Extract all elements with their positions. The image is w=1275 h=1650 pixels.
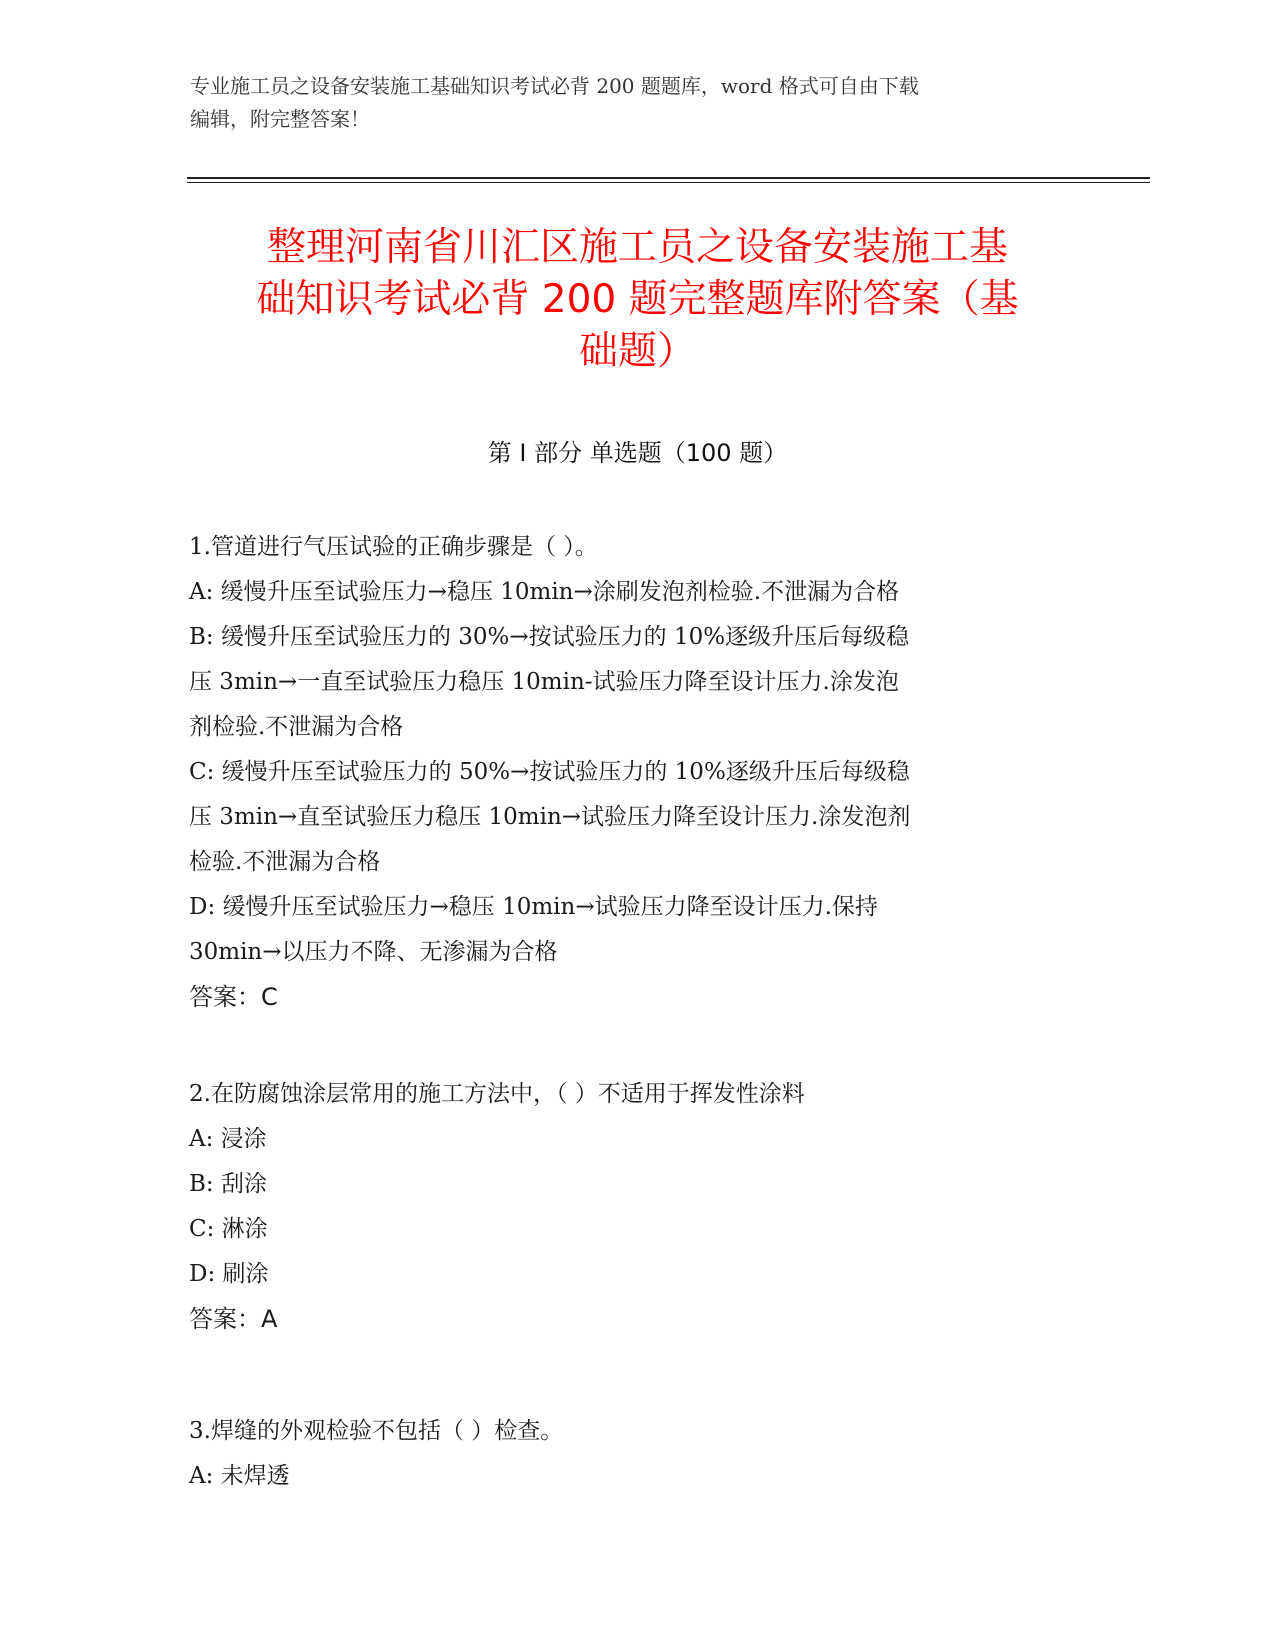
section-title: 第 I 部分 单选题（100 题）	[487, 439, 788, 467]
question-3	[189, 1409, 1089, 1499]
document-title-line-2: 础知识考试必背 200 题完整题库附答案（基	[256, 277, 1019, 322]
option-line: C: 淋涂	[189, 1216, 268, 1242]
header-note	[190, 70, 1090, 136]
option-line: 30min→以压力不降、无渗漏为合格	[189, 939, 558, 965]
header-divider-thin	[187, 182, 1150, 183]
option-line: D: 刷涂	[189, 1261, 269, 1287]
option-line: 压 3min→直至试验压力稳压 10min→试验压力降至设计压力.涂发泡剂	[189, 804, 911, 830]
header-note-line-2: 编辑，附完整答案！	[190, 107, 370, 131]
header-divider-thick	[187, 177, 1150, 179]
option-line: B: 缓慢升压至试验压力的 30%→按试验压力的 10%逐级升压后每级稳	[189, 624, 910, 650]
option-line: A: 缓慢升压至试验压力→稳压 10min→涂刷发泡剂检验.不泄漏为合格	[189, 579, 900, 605]
option-line: A: 未焊透	[189, 1463, 290, 1489]
question-stem: 3.焊缝的外观检验不包括（ ）检查。	[189, 1418, 564, 1444]
document-title	[190, 222, 1085, 378]
answer-line: 答案：C	[189, 983, 278, 1011]
option-line: D: 缓慢升压至试验压力→稳压 10min→试验压力降至设计压力.保持	[189, 894, 878, 920]
document-title-line-3: 础题）	[578, 329, 696, 374]
question-stem: 2.在防腐蚀涂层常用的施工方法中，（ ）不适用于挥发性涂料	[189, 1081, 805, 1107]
header-note-line-1: 专业施工员之设备安装施工基础知识考试必背 200 题题库，word 格式可自由下载	[190, 74, 919, 98]
option-line: C: 缓慢升压至试验压力的 50%→按试验压力的 10%逐级升压后每级稳	[189, 759, 910, 785]
question-2	[189, 1072, 1089, 1342]
option-line: A: 浸涂	[189, 1126, 267, 1152]
option-line: B: 刮涂	[189, 1171, 267, 1197]
question-1	[189, 525, 1089, 1020]
answer-line: 答案：A	[189, 1305, 278, 1333]
option-line: 检验.不泄漏为合格	[189, 849, 381, 875]
option-line: 压 3min→一直至试验压力稳压 10min-试验压力降至设计压力.涂发泡	[189, 669, 899, 695]
option-line: 剂检验.不泄漏为合格	[189, 714, 404, 740]
question-stem: 1.管道进行气压试验的正确步骤是（ ）。	[189, 534, 598, 560]
document-title-line-1: 整理河南省川汇区施工员之设备安装施工基	[266, 225, 1008, 270]
